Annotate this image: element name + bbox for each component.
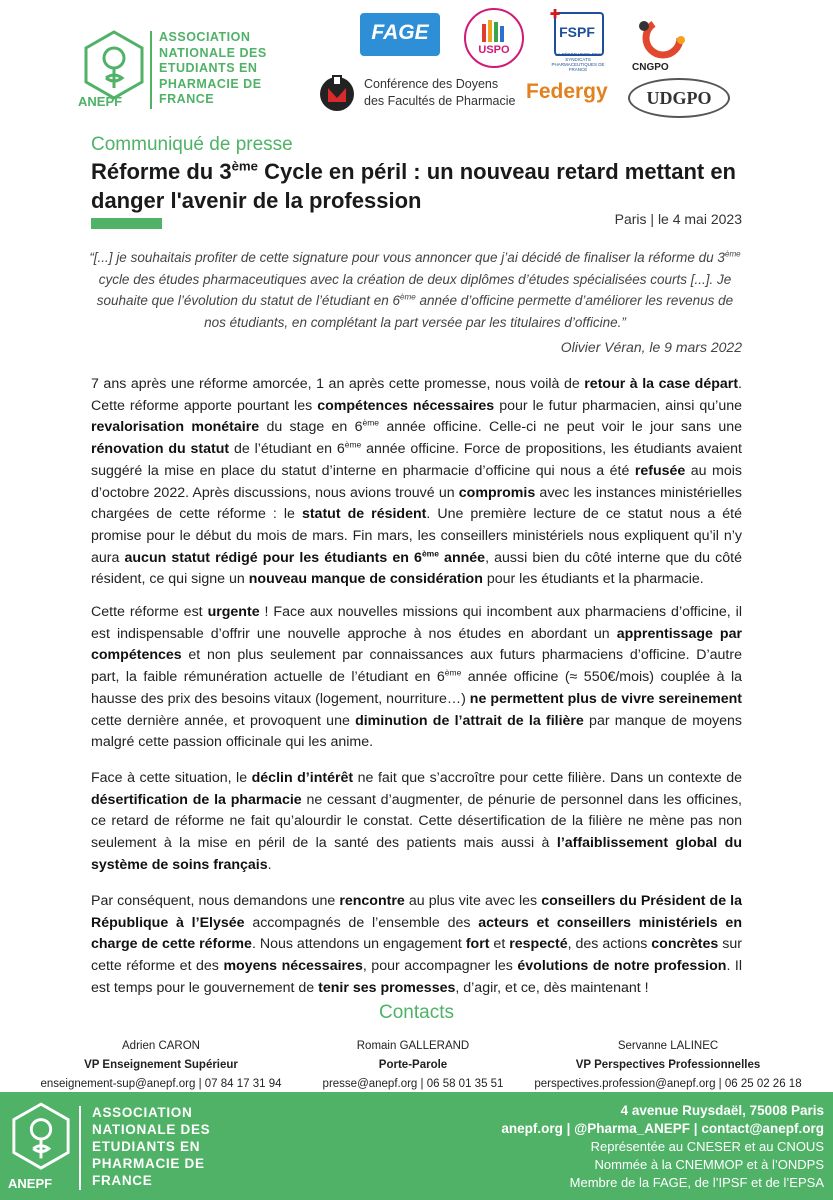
contact-line: perspectives.profession@anepf.org | 06 25 02 26 18 bbox=[534, 1078, 802, 1090]
title-superscript: ème bbox=[231, 158, 258, 174]
uspo-logo bbox=[464, 8, 524, 68]
contact-name: Romain GALLERAND bbox=[356, 1040, 470, 1052]
title-part-2: Cycle en péril : un nouveau retard mettant en danger l'avenir de la profession bbox=[91, 159, 736, 213]
contact-name: Adrien CARON bbox=[122, 1040, 200, 1052]
body-text: 7 ans après une réforme amorcée, 1 an après cette promesse, nous voilà de bbox=[91, 376, 585, 392]
emphasis-text: année bbox=[438, 549, 486, 566]
emphasis-text: compromis bbox=[458, 484, 536, 501]
body-text: année officine. Force de propositions, les étudiants avaient suggéré la mise en place du statut d’interne en pharmacie d’officine qui nous a été bbox=[91, 441, 742, 479]
emphasis-text: aucun statut rédigé pour les étudiants en 6 bbox=[124, 549, 422, 566]
emphasis-text: concrètes bbox=[651, 936, 719, 953]
emphasis-text: fort bbox=[465, 936, 490, 953]
emphasis-text: retour à la case départ bbox=[584, 376, 739, 392]
emphasis-text: urgente bbox=[207, 604, 260, 620]
emphasis-text: refusée bbox=[634, 462, 686, 479]
body-text: Par conséquent, nous demandons une bbox=[91, 893, 340, 909]
emphasis-text: ne permettent plus de vivre sereinement bbox=[469, 690, 742, 707]
body-text: Face à cette situation, le bbox=[91, 770, 252, 786]
emphasis-text: conseillers du Président de la République à l’Elysée bbox=[91, 893, 743, 931]
cngpo-label: CNGPO bbox=[632, 62, 669, 73]
press-kicker: Communiqué de presse bbox=[91, 134, 293, 155]
press-title bbox=[91, 157, 761, 215]
conference-doyens-icon bbox=[318, 74, 356, 112]
body-text: année officine. Celle-ci ne peut voir le jour sans une bbox=[379, 419, 742, 436]
body-text: , pour accompagner les bbox=[362, 958, 518, 975]
footer-links[interactable]: anepf.org | @Pharma_ANEPF | contact@anepf.org bbox=[501, 1121, 824, 1136]
emphasis-text: désertification de la pharmacie bbox=[91, 791, 302, 808]
footer-divider bbox=[79, 1106, 81, 1190]
emphasis-text: compétences nécessaires bbox=[317, 397, 495, 414]
body-paragraph-3 bbox=[91, 768, 742, 877]
quote-sup-2: ème bbox=[400, 292, 416, 302]
quote-source: Olivier Véran, le 9 mars 2022 bbox=[560, 339, 742, 355]
logo-org-name: ASSOCIATION NATIONALE DES ETUDIANTS EN PHARMACIE DE FRANCE bbox=[159, 30, 267, 106]
header bbox=[0, 0, 833, 125]
federgy-logo: Federgy bbox=[526, 80, 608, 103]
conference-line-2: des Facultés de Pharmacie bbox=[364, 94, 516, 108]
emphasis-text: évolutions de notre profession bbox=[517, 958, 727, 975]
emphasis-text: rencontre bbox=[339, 893, 405, 909]
body-text: Cette réforme est bbox=[91, 604, 208, 620]
emphasis-text: apprentissage par compétences bbox=[91, 625, 742, 664]
body-paragraph-2 bbox=[91, 602, 742, 754]
emphasis-text: déclin d’intérêt bbox=[251, 770, 354, 786]
fspf-label: FSPF bbox=[559, 24, 595, 40]
quote bbox=[88, 247, 742, 333]
emphasis-text: diminution de l’attrait de la filière bbox=[355, 712, 584, 729]
logo-short-name: ANEPF bbox=[78, 94, 123, 109]
contact-name: Servanne LALINEC bbox=[617, 1040, 719, 1052]
body-text: ne fait que s’accroître pour cette filière. Dans un contexte de bbox=[353, 770, 742, 786]
footer-org-name: ASSOCIATION NATIONALE DES ETUDIANTS EN PHARMACIE DE FRANCE bbox=[92, 1105, 211, 1188]
footer-short-name: ANEPF bbox=[8, 1176, 53, 1191]
body-text: avec les instances ministérielles chargées de cette réforme : le bbox=[91, 484, 742, 523]
body-text: année officine (≈ 550€/mois) couplée à la hausse des prix des besoins vitaux (logement, nourriture…) bbox=[91, 669, 742, 707]
quote-sup-1: ème bbox=[724, 249, 741, 259]
fspf-cross-icon: ✚ bbox=[550, 7, 561, 21]
footer-line-5: Membre de la FAGE, de l’IPSF et de l’EPSA bbox=[569, 1175, 824, 1190]
fage-logo: FAGE bbox=[360, 13, 440, 56]
body-text: , aussi bien du côté interne que du côté résident, ce qui signe un bbox=[91, 549, 742, 588]
emphasis-text: moyens nécessaires bbox=[223, 958, 363, 975]
uspo-label: USPO bbox=[478, 44, 510, 56]
body-text: . Cette réforme apporte pourtant les bbox=[91, 376, 742, 414]
body-text: et non plus seulement par connaissances aux futurs pharmaciens d’officine. D’autre part, la faible rémunération actuelle de l’étudiant en 6 bbox=[91, 647, 742, 686]
body-text: . Une première lecture de ce statut nous a été promise pour le début du mois de mars. Fin mars, les conseillers ministériels nous expliquent qu’il n’y aura bbox=[91, 506, 742, 566]
body-text: . Nous attendons un engagement bbox=[251, 936, 466, 953]
contact-role: VP Perspectives Professionnelles bbox=[575, 1059, 761, 1071]
body-text: et bbox=[489, 936, 510, 953]
emphasis-text: rénovation du statut bbox=[91, 441, 230, 458]
quote-part-3: année d’officine permette d’améliorer les revenus de nos étudiants, en complétant la part versée par les titulaires d’officine.” bbox=[204, 293, 734, 330]
quote-part-2: cycle des études pharmaceutiques avec la création de deux diplômes d’études spécialisées courts [...]. Je souhaite que l’évolution du statut de l’étudiant en 6 bbox=[96, 271, 732, 308]
footer-address: 4 avenue Ruysdaël, 75008 Paris bbox=[620, 1103, 824, 1118]
udgpo-logo: UDGPO bbox=[628, 78, 730, 118]
body-text: pour le futur pharmacien, ainsi qu’une bbox=[494, 397, 742, 414]
body-text: , d’agir, et ce, dès maintenant ! bbox=[455, 979, 649, 996]
contact-line: presse@anepf.org | 06 58 01 35 51 bbox=[322, 1078, 504, 1090]
footer-info bbox=[501, 1102, 824, 1192]
contact-card bbox=[31, 1037, 291, 1094]
conference-doyens-label bbox=[364, 76, 515, 110]
body-text: cette dernière année, et provoquent une bbox=[91, 712, 356, 729]
emphasis-text: respecté bbox=[509, 936, 568, 953]
body-text: au plus vite avec les bbox=[404, 893, 542, 909]
superscript-text: ème bbox=[444, 667, 462, 678]
emphasis-text: tenir ses promesses bbox=[318, 979, 456, 996]
dateline: Paris | le 4 mai 2023 bbox=[614, 211, 742, 227]
body-text: accompagnés de l’ensemble des bbox=[244, 914, 479, 931]
body-text: de l’étudiant en 6 bbox=[229, 441, 345, 458]
contact-card bbox=[518, 1037, 818, 1094]
emphasis-text: statut de résident bbox=[301, 506, 427, 523]
conference-line-1: Conférence des Doyens bbox=[364, 77, 499, 91]
emphasis-text: acteurs et conseillers ministériels en charge de cette réforme bbox=[91, 914, 742, 953]
contact-line: enseignement-sup@anepf.org | 07 84 17 31 94 bbox=[40, 1078, 282, 1090]
contacts-title: Contacts bbox=[379, 1002, 454, 1023]
footer bbox=[0, 1092, 833, 1200]
title-accent-bar bbox=[91, 218, 162, 229]
contact-card bbox=[283, 1037, 543, 1094]
body-text: du stage en 6 bbox=[259, 419, 363, 436]
emphasis-text: nouveau manque de considération bbox=[248, 571, 483, 588]
contact-role: VP Enseignement Supérieur bbox=[84, 1059, 238, 1071]
title-part-1: Réforme du 3 bbox=[91, 159, 232, 184]
superscript-text: ème bbox=[344, 439, 362, 450]
body-text: ! Face aux nouvelles missions qui incombent aux pharmaciens d’officine, il est indispensable d’offrir une nouvelle approche à nos études en abordant un bbox=[91, 604, 742, 642]
body-text: . Il est temps pour le gouvernement de bbox=[91, 958, 742, 996]
body-text: au mois d’octobre 2022. Après discussions, nous avions trouvé un bbox=[91, 462, 742, 501]
emphasis-text: revalorisation monétaire bbox=[91, 419, 260, 436]
uspo-bars-icon bbox=[480, 18, 508, 44]
footer-line-3: Représentée au CNESER et au CNOUS bbox=[590, 1139, 824, 1154]
contact-role: Porte-Parole bbox=[378, 1059, 448, 1071]
emphasis-text: ème bbox=[421, 547, 439, 558]
body-text: sur cette réforme et des bbox=[91, 936, 742, 975]
body-text: par manque de moyens malgré cette passion officinale qui les anime. bbox=[91, 712, 742, 751]
fspf-subtitle: LA FÉDÉRATION DES SYNDICATS PHARMACEUTIQUES DE FRANCE bbox=[551, 52, 605, 72]
body-text: , des actions bbox=[567, 936, 652, 953]
body-text: pour les étudiants et la pharmacie. bbox=[482, 571, 704, 588]
anepf-footer-logo-icon bbox=[10, 1102, 72, 1176]
logo-divider bbox=[150, 31, 152, 109]
body-paragraph-1 bbox=[91, 374, 742, 591]
body-paragraph-4 bbox=[91, 891, 742, 1000]
emphasis-text: l’affaiblissement global du système de soins français bbox=[91, 835, 742, 873]
footer-line-4: Nommée à la CNEMMOP et à l’ONDPS bbox=[594, 1157, 824, 1172]
body-text: . bbox=[267, 856, 272, 873]
body-text: ne cessant d’augmenter, de pénurie de personnel dans les officines, ce retard de réforme ne fait qu’alourdir le constat. Cette désertification de la filière ne mène pas non seulement à la mise en péril de la santé des patients mais aussi à bbox=[91, 791, 742, 852]
quote-part-1: “[...] je souhaitais profiter de cette signature pour vous annoncer que j’ai décidé de finaliser la réforme du 3 bbox=[89, 250, 725, 265]
superscript-text: ème bbox=[362, 417, 380, 428]
